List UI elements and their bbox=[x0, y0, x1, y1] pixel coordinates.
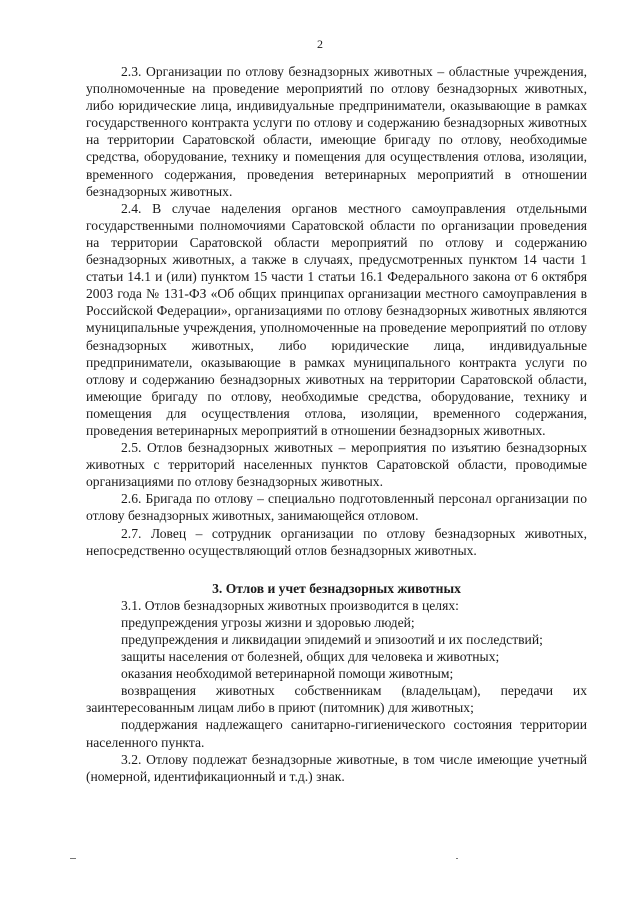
list-item: поддержания надлежащего санитарно-гигиенического состояния территории населенного пункта. bbox=[86, 717, 587, 750]
paragraph-2-7: 2.7. Ловец – сотрудник организации по отлову безнадзорных животных, непосредственно осуществляющий отлов безнадзорных животных. bbox=[86, 525, 587, 558]
scan-artifact bbox=[456, 858, 458, 859]
scan-artifact bbox=[70, 858, 76, 859]
paragraph-2-5: 2.5. Отлов безнадзорных животных – мероприятия по изъятию безнадзорных животных с территорий населенных пунктов Саратовской области, проводимые организациями по отлову безнадзорных животных. bbox=[86, 440, 587, 490]
list-item: предупреждения угрозы жизни и здоровью людей; bbox=[121, 614, 415, 630]
paragraph-2-4: 2.4. В случае наделения органов местного самоуправления отдельными государственными полномочиями Саратовской области по организации проведения на территории Саратовской области мероприятий по отлову и содержанию безнадзорных животных, а также в случаях, предусмотренных пунктом 14 части 1 статьи 14.1 и (или) пунктом 15 части 1 статьи 16.1 Федерального закона от 6 октября 2003 года № 131-ФЗ «Об общих принципах организации местного самоуправления в Российской Федерации», организациями по отлову безнадзорных животных являются муниципальные учреждения, уполномоченные на проведение мероприятий по отлову безнадзорных животных, либо юридические лица, индивидуальные предприниматели, оказывающие в рамках муниципального контракта услуги по отлову и содержанию безнадзорных животных на территории Саратовской области, имеющие бригаду по отлову, необходимые средства, оборудование, технику и помещения для осуществления отлова, изоляции, временного содержания, проведения ветеринарных мероприятий в отношении безнадзорных животных. bbox=[86, 200, 587, 438]
list-item: оказания необходимой ветеринарной помощи животным; bbox=[121, 666, 454, 682]
paragraph-2-3: 2.3. Организации по отлову безнадзорных животных – областные учреждения, уполномоченные на проведение мероприятий по отлову безнадзорных животных, либо юридические лица, индивидуальные предприниматели, оказывающие в рамках государственного контракта услуги по отлову и содержанию безнадзорных животных на территории Саратовской области, имеющие бригаду по отлову, необходимые средства, оборудование, технику и помещения для осуществления отлова, изоляции, временного содержания, проведения ветеринарных мероприятий в отношении безнадзорных животных. bbox=[86, 64, 587, 199]
document-body bbox=[86, 63, 587, 785]
paragraph-3-2: 3.2. Отлову подлежат безнадзорные животные, в том числе имеющие учетный (номерной, идентификационный и т.д.) знак. bbox=[86, 751, 587, 784]
section-heading: 3. Отлов и учет безнадзорных животных bbox=[212, 580, 461, 596]
list-item: защиты населения от болезней, общих для человека и животных; bbox=[121, 649, 500, 665]
page-number: 2 bbox=[317, 37, 323, 51]
paragraph-2-6: 2.6. Бригада по отлову – специально подготовленный персонал организации по отлову безнадзорных животных, занимающейся отловом. bbox=[86, 491, 587, 524]
list-item: возвращения животных собственникам (владельцам), передачи их заинтересованным лицам либо в приют (питомник) для животных; bbox=[86, 683, 587, 716]
list-item: предупреждения и ликвидации эпидемий и эпизоотий и их последствий; bbox=[121, 632, 543, 647]
paragraph-3-1: 3.1. Отлов безнадзорных животных производится в целях: bbox=[121, 597, 459, 613]
